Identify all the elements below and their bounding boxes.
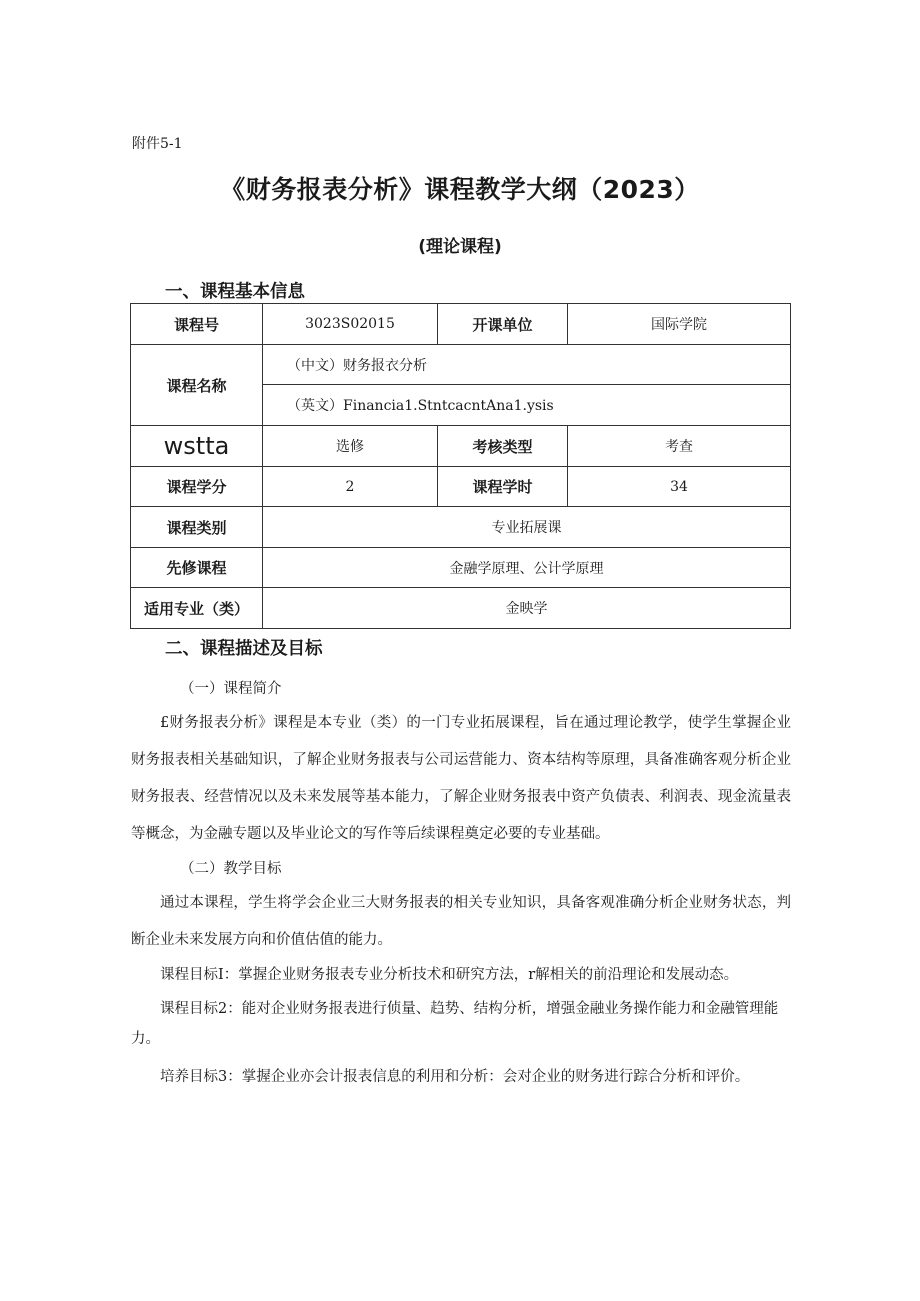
major-label: 适用专业（类） (131, 588, 263, 629)
table-row (131, 426, 791, 467)
objective-2: 课程目标2：能对企业财务报表进行侦量、趋势、结构分析，增强金融业务操作能力和金融管理能力。 (131, 1001, 779, 1047)
goal-paragraph: 通过本课程，学生将学会企业三大财务报表的相关专业知识，具备客观准确分析企业财务状态，判断企业未来发展方向和价值估值的能力。 (131, 895, 791, 948)
assessment-type-value: 考查 (568, 426, 791, 467)
course-name-en: （英文）Financia1.StntcacntAna1.ysis (263, 385, 791, 426)
hours-value: 34 (568, 467, 791, 507)
category-label: 课程类别 (131, 507, 263, 548)
table-row (131, 588, 791, 629)
major-value: 金映学 (263, 588, 791, 629)
course-code-value: 3023S02015 (263, 304, 438, 345)
document-subtitle: (理论课程) (418, 237, 502, 257)
unit-label: 开课单位 (438, 304, 568, 345)
credit-value: 2 (263, 467, 438, 507)
document-title: 《财务报表分析》课程教学大纲（2023） (220, 175, 700, 204)
table-row (131, 467, 791, 507)
goal-heading: （二）教学目标 (180, 861, 282, 877)
course-code-label: 课程号 (131, 304, 263, 345)
assessment-type-label: 考核类型 (438, 426, 568, 467)
prerequisite-label: 先修课程 (131, 548, 263, 588)
table-row (131, 304, 791, 345)
course-info-table (130, 303, 791, 629)
course-nature-label: wstta (131, 426, 263, 467)
table-row (131, 507, 791, 548)
category-value: 专业拓展课 (263, 507, 791, 548)
table-row (131, 345, 791, 385)
prerequisite-value: 金融学原理、公计学原理 (263, 548, 791, 588)
section-heading-basic-info: 一、课程基本信息 (165, 282, 305, 302)
attachment-label: 附件5-1 (132, 136, 183, 152)
intro-heading: （一）课程简介 (180, 681, 282, 697)
unit-value: 国际学院 (568, 304, 791, 345)
objective-1: 课程目标I：掌握企业财务报表专业分析技术和研究方法，r解相关的前沿理论和发展动态。 (160, 967, 739, 983)
course-name-cn: （中文）财务报衣分析 (263, 345, 791, 385)
course-name-label: 课程名称 (131, 345, 263, 426)
credit-label: 课程学分 (131, 467, 263, 507)
hours-label: 课程学时 (438, 467, 568, 507)
course-nature-value: 选修 (263, 426, 438, 467)
table-row (131, 548, 791, 588)
objective-3: 培养目标3：掌握企业亦会计报表信息的利用和分析：会对企业的财务进行踪合分析和评价。 (160, 1069, 750, 1085)
section-heading-description: 二、课程描述及目标 (165, 639, 323, 659)
intro-paragraph: £财务报表分析》课程是本专业（类）的一门专业拓展课程，旨在通过理论教学，使学生掌握企业财务报表相关基础知识，了解企业财务报表与公司运营能力、资本结构等原理，具备准确客观分析企业财务报表、经营情况以及未来发展等基本能力，了解企业财务报表中资产负债表、利润表、现金流量表等概念，为金融专题以及毕业论文的写作等后续课程奠定必要的专业基础。 (131, 715, 791, 842)
